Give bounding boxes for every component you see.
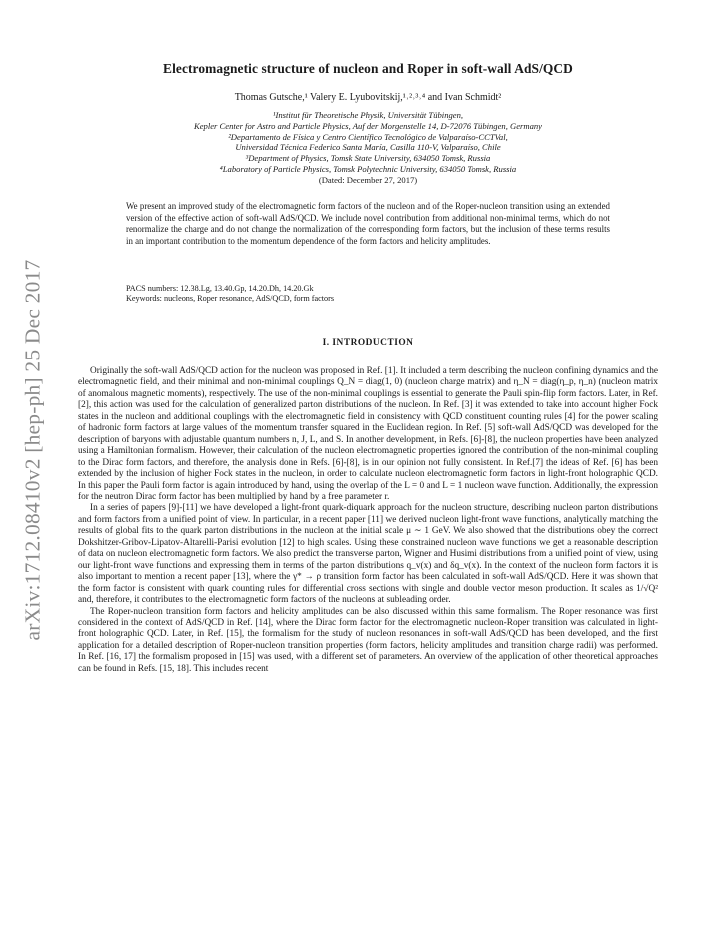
introduction-body: [78, 366, 658, 675]
body-paragraph: The Roper-nucleon transition form factors and helicity amplitudes can be also discussed within this same formalism. The Roper resonance was first considered in the context of AdS/QCD in Ref. [14], where the Dirac form factor for the electromagnetic nucleon-Roper transition was calculated in light-front holographic QCD. Later, in Ref. [15], the formalism for the study of nucleon resonances in soft-wall AdS/QCD has been developed, and the first application for a detailed description of Roper-nucleon transition properties (form factors, helicity amplitudes and transition charge radii) was performed. In Ref. [16, 17] the formalism proposed in [15] was used, with a different set of parameters. An overview of the application of other theoretical approaches can be found in Refs. [15, 18]. This includes recent: [78, 606, 658, 674]
body-paragraph: Originally the soft-wall AdS/QCD action for the nucleon was proposed in Ref. [1]. It included a term describing the nucleon confining dynamics and the electromagnetic field, and their minimal and non-minimal couplings Q_N = diag(1, 0) (nucleon charge matrix) and η_N = diag(η_p, η_n) (nucleon matrix of anomalous magnetic moments), respectively. The use of the non-minimal couplings is essential to generate the Pauli spin-flip form factors. Later, in Ref. [2], this action was used for the calculation of generalized parton distributions of the nucleon. In Ref. [3] it was extended to take into account higher Fock states in the nucleon and additional couplings with the electromagnetic field in consistency with QCD constituent counting rules [4] for the power scaling of hadronic form factors at large values of the momentum transfer squared in the Euclidean region. In Ref. [5] soft-wall AdS/QCD was developed for the description of baryons with adjustable quantum numbers n, J, L, and S. In another development, in Refs. [6]-[8], the nucleon properties have been analyzed using a Hamiltonian formalism. However, their calculation of the nucleon electromagnetic properties ignored the contribution of the non-minimal coupling to the Dirac form factors, and therefore, the analysis done in Refs. [6]-[8], is in our opinion not fully consistent. In Ref.[7] the ideas of Ref. [6] has been extended by the inclusion of higher Fock states in the nucleon, in order to calculate nucleon electromagnetic form factors in light-front holographic QCD. In this paper the Pauli form factor is again introduced by hand, using the overlap of the L = 0 and L = 1 nucleon wave function. Additionally, the expression for the neutron Dirac form factor has been multiplied by hand by a free parameter r.: [78, 366, 658, 502]
pacs-numbers: PACS numbers: 12.38.Lg, 13.40.Gp, 14.20.Dh, 14.20.Gk: [126, 284, 314, 293]
pacs-keywords: [126, 284, 610, 305]
arxiv-id: arXiv:1712.08410v2 [hep-ph] 25 Dec 2017: [20, 259, 45, 641]
affiliation-line: ²Departamento de Física y Centro Científico Tecnológico de Valparaíso-CCTVal,: [228, 131, 508, 142]
dated-line: (Dated: December 27, 2017): [318, 174, 418, 185]
affiliations: [78, 110, 658, 186]
affiliation-line: ³Department of Physics, Tomsk State University, 634050 Tomsk, Russia: [245, 153, 491, 164]
author-list: Thomas Gutsche,¹ Valery E. Lyubovitskij,¹˒²˒³˒⁴ and Ivan Schmidt²: [234, 92, 502, 103]
body-paragraph: In a series of papers [9]-[11] we have developed a light-front quark-diquark approach for the nucleon structure, describing nucleon parton distributions and form factors from a unified point of view. In particular, in a recent paper [11] we derived nucleon light-front wave functions, analytically matching the results of global fits to the quark parton distributions in the nucleon at the initial scale μ ∼ 1 GeV. We also showed that the distributions obey the correct Dokshitzer-Gribov-Lipatov-Altarelli-Parisi evolution [12] to high scales. Using these constrained nucleon wave functions we get a reasonable description of data on nucleon electromagnetic form factors. We also predict the transverse parton, Wigner and Husimi distributions from a unified point of view, using our light-front wave functions and expressing them in terms of the parton distributions q_v(x) and δq_v(x). In the context of the nucleon form factors it is also important to mention a recent paper [13], where the γ* → ρ transition form factor has been calculated in soft-wall AdS/QCD. Here it was shown that the form factor is consistent with quark counting rules for differential cross sections with single and double vector meson production. It scales as 1/√Q² and, therefore, it contributes to the electromagnetic form factors of the nucleons at subleading order.: [78, 503, 658, 606]
arxiv-sidebar-stamp: [10, 210, 56, 690]
affiliation-line: ¹Institut für Theoretische Physik, Universität Tübingen,: [272, 110, 464, 120]
abstract: We present an improved study of the electromagnetic form factors of the nucleon and of the Roper-nucleon transition using an extended version of the effective action of soft-wall AdS/QCD. We include novel contribution from additional non-minimal terms, which do not renormalize the charge and do not change the normalization of the corresponding form factors, but the inclusion of these terms results in an important contribution to the momentum dependence of the form factors and helicity amplitudes.: [126, 201, 610, 247]
affiliation-line: ⁴Laboratory of Particle Physics, Tomsk Polytechnic University, 634050 Tomsk, Russia: [219, 163, 517, 174]
affiliation-line: Universidad Técnica Federico Santa María, Casilla 110-V, Valparaíso, Chile: [235, 142, 501, 153]
keywords: Keywords: nucleons, Roper resonance, AdS/QCD, form factors: [126, 294, 335, 304]
paper-title: Electromagnetic structure of nucleon and Roper in soft-wall AdS/QCD: [163, 61, 573, 76]
section-heading: I. INTRODUCTION: [322, 338, 414, 348]
affiliation-line: Kepler Center for Astro and Particle Physics, Auf der Morgenstelle 14, D-72076 Tübingen, Germany: [193, 120, 542, 131]
